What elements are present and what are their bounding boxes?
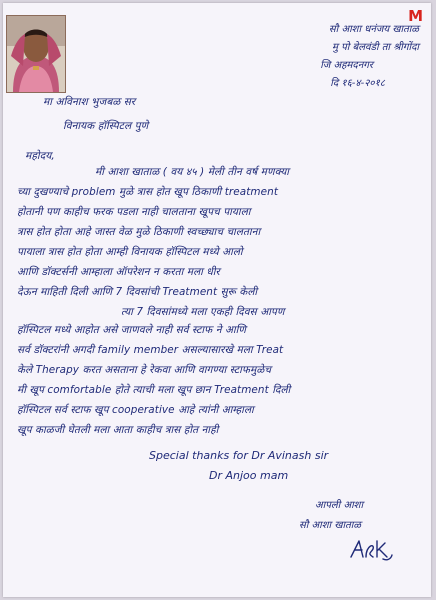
- recipient-line1: मा अविनाश भुजबळ सर: [43, 96, 136, 108]
- body-line: आणि डॉक्टर्सनी आम्हाला ऑपरेशन न करता मला धीर: [17, 266, 220, 278]
- letter-page: [3, 3, 431, 597]
- closing: आपली आशा: [315, 500, 364, 511]
- body-line: च्या दुखण्याचे problem मुळे त्रास होत खूप ठिकाणी treatment: [17, 186, 278, 198]
- body-line: देऊन माहिती दिली आणि 7 दिवसांची Treatment सुरू केली: [17, 286, 258, 298]
- passport-photo: [6, 15, 66, 93]
- sender-name: सौ आशा धनंजय खाताळ: [328, 24, 419, 35]
- body-line: होतानी पण काहीच फरक पडला नाही चालताना खूपच पायाला: [17, 206, 251, 218]
- body-line: त्रास होत होता आहे जास्त वेळ मुळे ठिकाणी स्वच्छ्याच चालताना: [17, 226, 261, 238]
- body-line: मी आशा खाताळ ( वय ४५ ) मेली तीन वर्ष मणक्या: [95, 166, 290, 178]
- body-line: पायाला त्रास होत होता आम्ही विनायक हॉस्पिटल मध्ये आलो: [17, 246, 243, 258]
- body-line: त्या 7 दिवसांमध्ये मला एकही दिवस आपण: [121, 306, 285, 318]
- body-line: हॉस्पिटल सर्व स्टाफ खूप cooperative आहे त्यांनी आम्हाला: [17, 404, 254, 416]
- corner-mark: M: [408, 7, 423, 25]
- sender-address-line2: जि अहमदनगर: [320, 60, 373, 71]
- thanks-line2: Dr Anjoo mam: [209, 469, 289, 482]
- thanks-line1: Special thanks for Dr Avinash sir: [149, 449, 329, 462]
- recipient-line2: विनायक हॉस्पिटल पुणे: [63, 120, 149, 132]
- portrait-image: [7, 16, 65, 92]
- sender-address-line1: मु पो बेलवंडी ता श्रीगोंदा: [331, 42, 419, 53]
- body-line: हॉस्पिटल मध्ये आहोत असे जाणवले नाही सर्व स्टाफ ने आणि: [17, 324, 246, 336]
- letter-date: दि १६-४-२०१८: [330, 78, 385, 89]
- body-line: सर्व डॉक्टरांनी अगदी family member असल्यासारखे मला Treat: [17, 344, 284, 356]
- body-line: मी खूप comfortable होते त्याची मला खूप छान Treatment दिली: [17, 384, 291, 396]
- handwritten-signature: [349, 535, 393, 563]
- signature-name: सौ आशा खाताळ: [299, 520, 361, 531]
- body-line: खूप काळजी घेतली मला आता काहीच त्रास होत नाही: [17, 424, 219, 436]
- salutation: महोदय,: [25, 150, 55, 162]
- body-line: केले Therapy करत असताना हे रेकवा आणि वागण्या स्टाफमुळेच: [17, 364, 272, 376]
